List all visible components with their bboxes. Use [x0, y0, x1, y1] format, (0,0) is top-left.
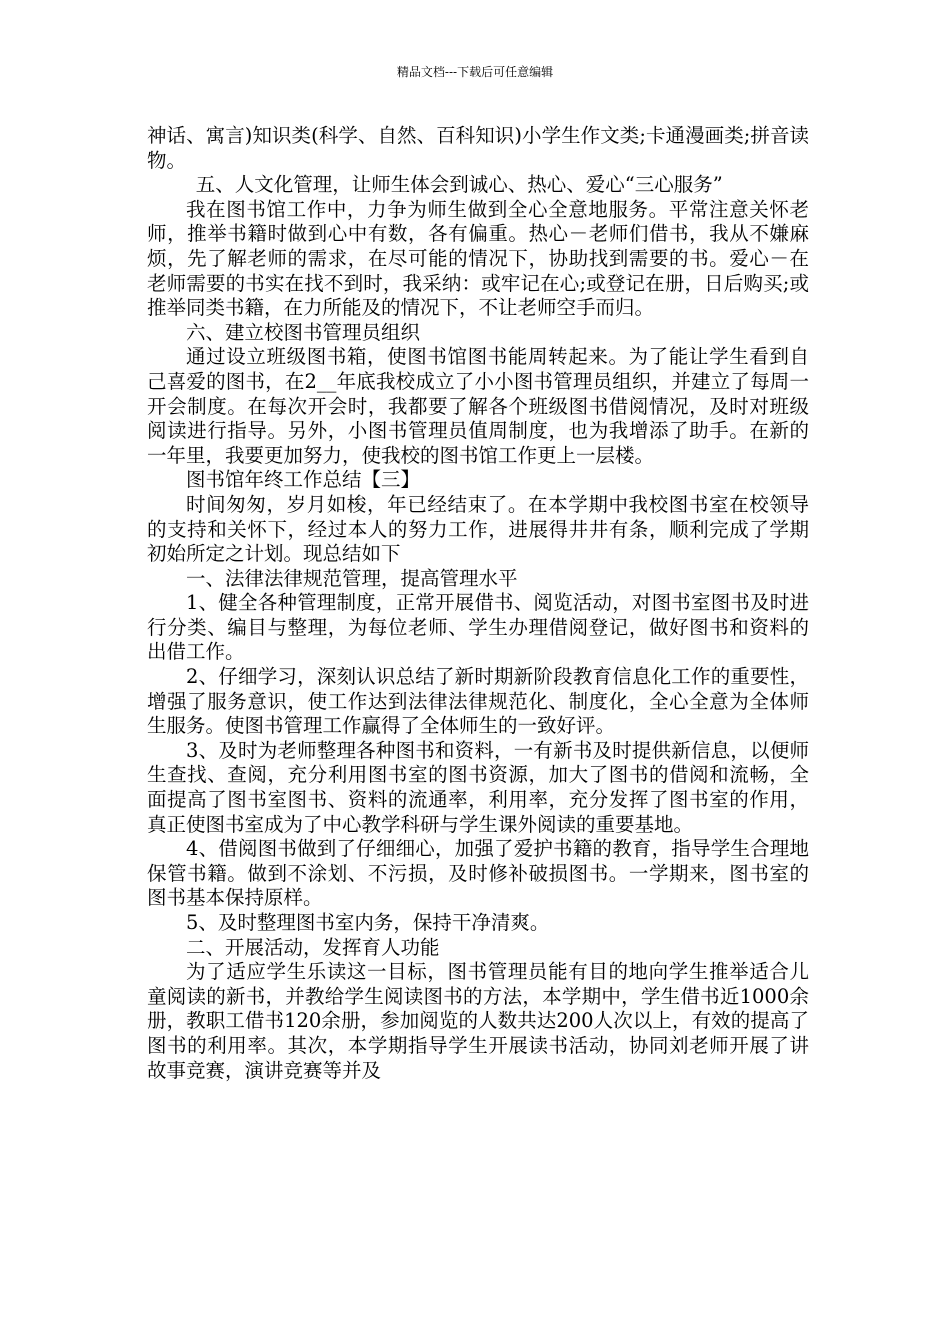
section-heading-1: 一、法律法律规范管理，提高管理水平	[186, 566, 518, 590]
page-header: 精品文档---下载后可任意编辑	[396, 65, 554, 79]
paragraph-1: 神话、寓言)知识类(科学、自然、百科知识)小学生作文类;卡通漫画类;拼音读物。	[147, 124, 809, 172]
section-heading-2: 二、开展活动，发挥育人功能	[186, 935, 440, 959]
document-subtitle: 图书馆年终工作总结【三】	[186, 468, 421, 492]
paragraph-15: 为了适应学生乐读这一目标，图书管理员能有目的地向学生推举适合儿童阅读的新书，并教给学生阅读图书的方法，本学期中，学生借书近1000余册，教职工借书120余册，参加阅览的人数共达200人次以上，有效的提高了图书的利用率。其次，本学期指导学生开展读书活动，协同刘老师开展了讲故事竞赛，演讲竞赛等并及	[147, 960, 809, 1082]
list-item-1: 1、健全各种管理制度，正常开展借书、阅览活动，对图书室图书及时进行分类、编目与整理，为每位老师、学生办理借阅登记，做好图书和资料的出借工作。	[147, 591, 809, 664]
section-heading-6: 六、建立校图书管理员组织	[186, 320, 421, 344]
list-item-5: 5、及时整理图书室内务，保持干净清爽。	[186, 911, 550, 934]
paragraph-3: 我在图书馆工作中，力争为师生做到全心全意地服务。平常注意关怀老师，推举书籍时做到心中有数，各有偏重。热心－老师们借书，我从不嫌麻烦，先了解老师的需求，在尽可能的情况下，协助找到需要的书。爱心－在老师需要的书实在找不到时，我采纳：或牢记在心;或登记在册，日后购买;或推举同类书籍，在力所能及的情况下，不让老师空手而归。	[147, 197, 809, 320]
list-item-2: 2、仔细学习，深刻认识总结了新时期新阶段教育信息化工作的重要性，增强了服务意识，使工作达到法律法律规范化、制度化，全心全意为全体师生服务。使图书管理工作赢得了全体师生的一致好评。	[147, 665, 809, 738]
paragraph-7: 时间匆匆，岁月如梭，年已经结束了。在本学期中我校图书室在校领导的支持和关怀下，经过本人的努力工作，进展得井井有条，顺利完成了学期初始所定之计划。现总结如下	[147, 492, 809, 566]
list-item-4: 4、借阅图书做到了仔细细心，加强了爱护书籍的教育，指导学生合理地保管书籍。做到不涂划、不污损，及时修补破损图书。一学期来，图书室的图书基本保持原样。	[147, 837, 809, 910]
section-heading-5: 五、人文化管理，让师生体会到诚心、热心、爱心“三心服务”	[195, 173, 723, 197]
list-item-3: 3、及时为老师整理各种图书和资料，一有新书及时提供新信息，以便师生查找、查阅，充分利用图书室的图书资源，加大了图书的借阅和流畅，全面提高了图书室图书、资料的流通率，利用率，充分发挥了图书室的作用，真正使图书室成为了中心教学科研与学生课外阅读的重要基地。	[147, 738, 809, 836]
document-body	[147, 124, 809, 1083]
paragraph-5: 通过设立班级图书箱，使图书馆图书能周转起来。为了能让学生看到自己喜爱的图书，在2__年底我校成立了小小图书管理员组织，并建立了每周一开会制度。在每次开会时，我都要了解各个班级图书借阅情况，及时对班级阅读进行指导。另外，小图书管理员值周制度，也为我增添了助手。在新的一年里，我要更加努力，使我校的图书馆工作更上一层楼。	[147, 345, 809, 467]
